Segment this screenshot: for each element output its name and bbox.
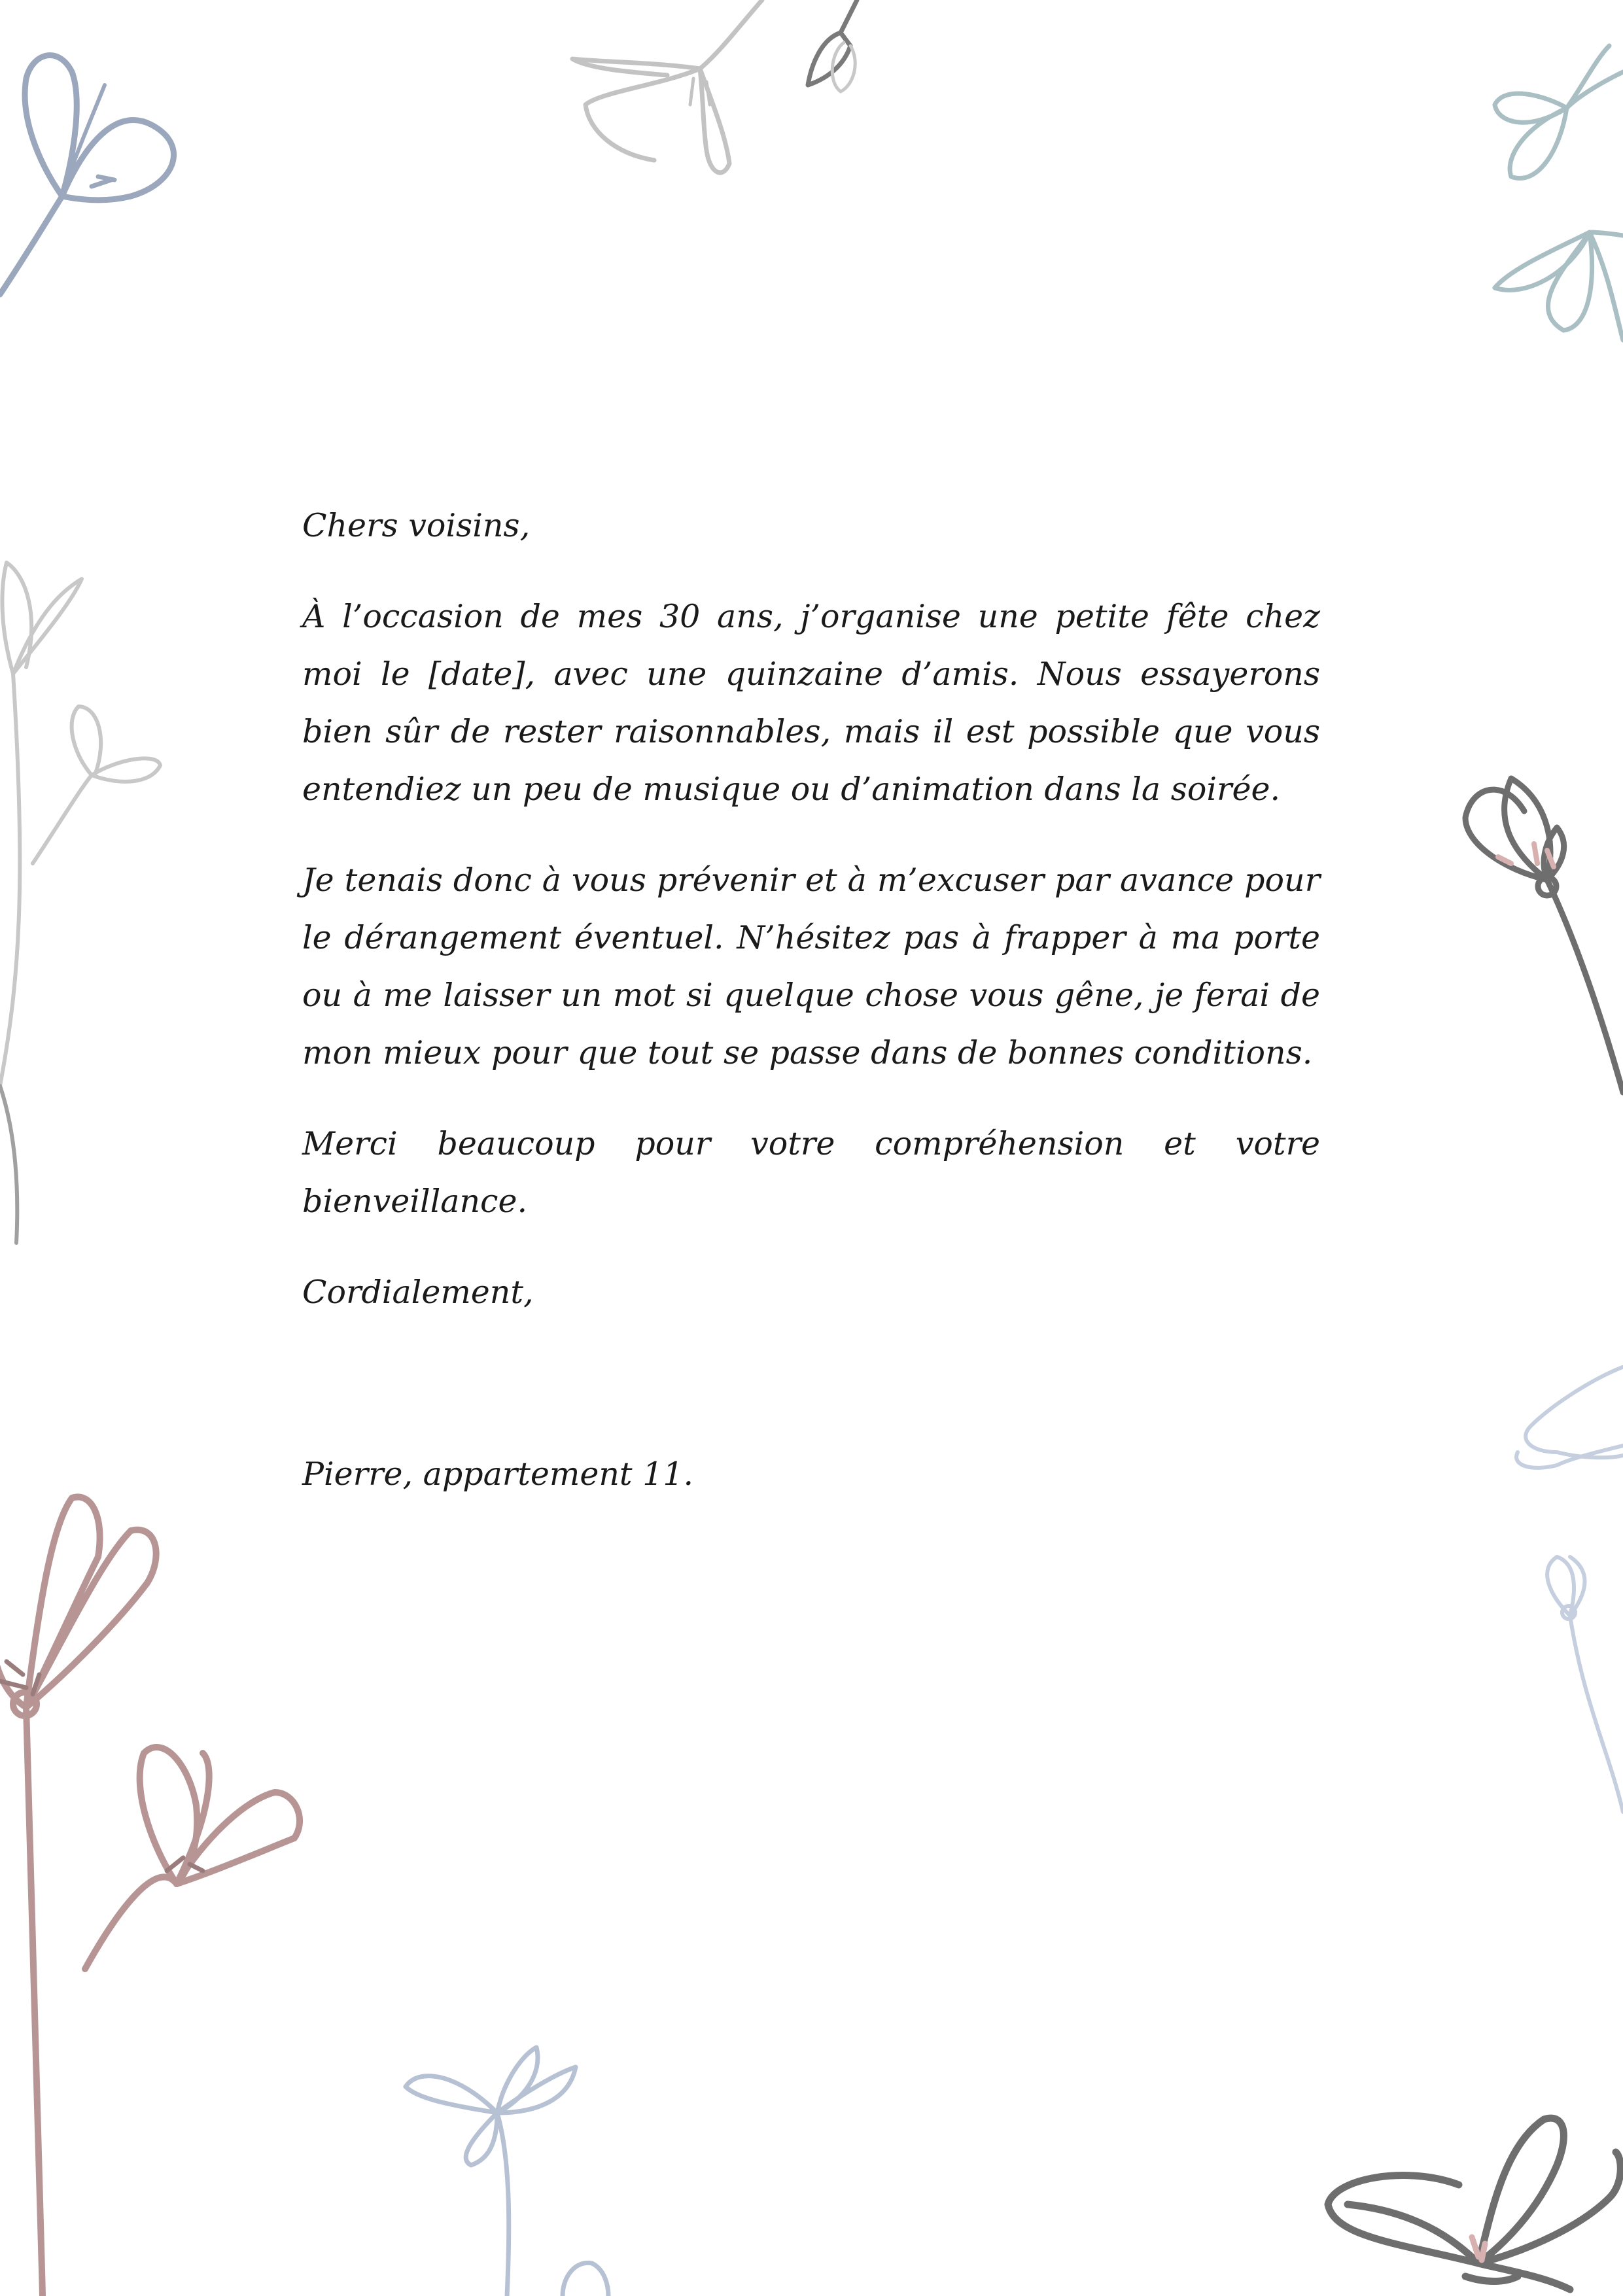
letter-body — [302, 497, 1320, 1503]
letter-greeting: Chers voisins, — [302, 507, 531, 544]
letter-paragraph-3: Merci beaucoup pour votre compréhension et votre bienveillance. — [302, 1125, 1320, 1220]
flower-blue-icon — [406, 2047, 608, 2296]
letter-paragraph-1: À l’occasion de mes 30 ans, j’organise une petite fête chez moi le [date], avec une quinzaine d’amis. Nous essayerons bien sûr de rester raisonnables, mais il est possible que vous entendiez un peu de musique ou d’animation dans la soirée. — [302, 598, 1320, 808]
flower-blue-icon — [0, 56, 174, 294]
letter-signature: Pierre, appartement 11. — [302, 1455, 694, 1493]
flower-gray-icon — [572, 0, 762, 173]
letter-closing: Cordialement, — [302, 1274, 534, 1311]
letter-paragraph-2: Je tenais donc à vous prévenir et à m’excuser par avance pour le dérangement éventuel. N’hésitez pas à frapper à ma porte ou à me laisser un mot si quelque chose vous gêne, je ferai de mon mieux pour que tout se passe dans de bonnes conditions. — [302, 861, 1320, 1071]
flower-gray-icon — [0, 563, 160, 1243]
flower-blue-icon — [1516, 1367, 1623, 1812]
flower-teal-icon — [1495, 46, 1623, 340]
flower-gray-icon — [1465, 778, 1623, 1092]
flower-gray-icon — [1328, 2118, 1620, 2289]
flower-rose-icon — [0, 1497, 300, 2296]
